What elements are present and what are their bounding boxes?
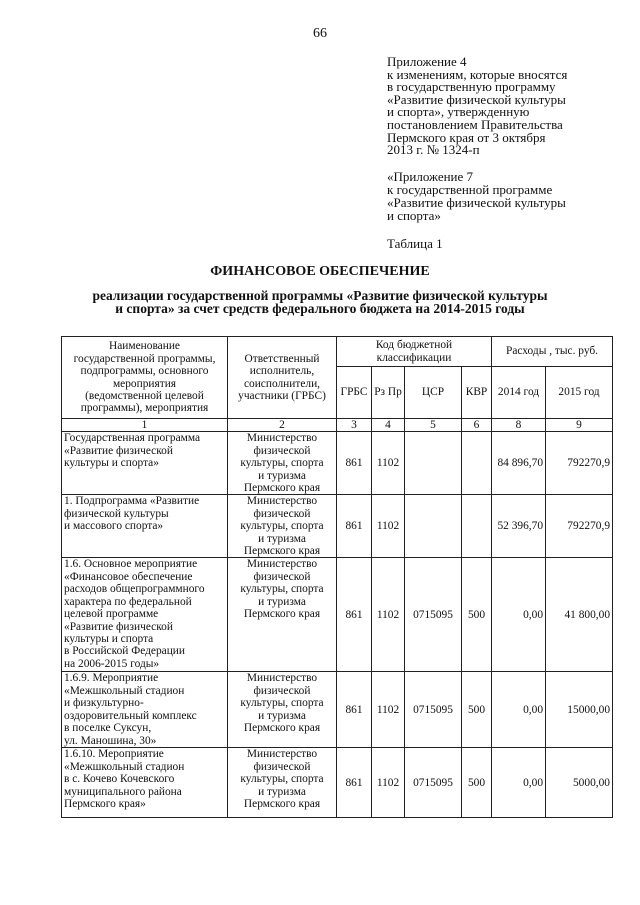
row-csr: 0715095 [405, 672, 462, 748]
annex-line: Пермского края от 3 октября [387, 129, 546, 145]
column-number: 3 [337, 419, 372, 432]
row-2014: 52 396,70 [492, 495, 546, 558]
annex-line: в государственную программу [387, 79, 556, 95]
column-number: 9 [546, 419, 613, 432]
row-executor: Министерство физической культуры, спорта и туризма Пермского края [228, 748, 337, 818]
column-number: 4 [372, 419, 405, 432]
row-kvr: 500 [462, 672, 492, 748]
column-number: 5 [405, 419, 462, 432]
row-csr: 0715095 [405, 748, 462, 818]
row-grbs: 861 [337, 748, 372, 818]
row-name: 1.6. Основное мероприятие «Финансовое обеспечение расходов общепрограммного характера по федеральной целевой программе «Развитие физической культуры и спорта в Российской Федерации на 2006-2015 годы» [62, 558, 228, 672]
row-grbs: 861 [337, 495, 372, 558]
row-kvr [462, 495, 492, 558]
row-executor: Министерство физической культуры, спорта и туризма Пермского края [228, 558, 337, 672]
document-title: ФИНАНСОВОЕ ОБЕСПЕЧЕНИЕ [210, 264, 430, 279]
row-csr [405, 432, 462, 495]
row-grbs: 861 [337, 432, 372, 495]
row-2014: 84 896,70 [492, 432, 546, 495]
annex-sub-line: «Приложение 7 [387, 169, 474, 184]
column-number-row [62, 419, 613, 432]
row-kvr: 500 [462, 558, 492, 672]
row-name: 1. Подпрограмма «Развитие физической культуры и массового спорта» [62, 495, 228, 558]
subtitle-line: и спорта» за счет средств федерального бюджета на 2014-2015 годы [115, 301, 525, 316]
header-expenses: Расходы , тыс. руб. [492, 337, 613, 367]
table-row [62, 672, 613, 748]
row-kvr [462, 432, 492, 495]
header-rzpr: Рз Пр [372, 367, 405, 419]
table-row [62, 432, 613, 495]
row-executor: Министерство физической культуры, спорта и туризма Пермского края [228, 672, 337, 748]
header-budget-code: Код бюджетной классификации [337, 337, 492, 367]
table-row [62, 748, 613, 818]
header-csr: ЦСР [405, 367, 462, 419]
annex-header [387, 56, 637, 157]
row-rzpr: 1102 [372, 672, 405, 748]
column-number: 6 [462, 419, 492, 432]
column-number: 8 [492, 419, 546, 432]
annex-line: и спорта», утвержденную [387, 104, 530, 120]
annex-sub-line: и спорта» [387, 208, 441, 223]
annex-line: постановлением Правительства [387, 116, 563, 132]
annex-sub [387, 170, 566, 222]
row-rzpr: 1102 [372, 432, 405, 495]
row-2015: 792270,9 [546, 432, 613, 495]
header-grbs: ГРБС [337, 367, 372, 419]
financing-table [61, 336, 613, 818]
row-2015: 41 800,00 [546, 558, 613, 672]
table-row [62, 495, 613, 558]
row-name: 1.6.9. Мероприятие «Межшкольный стадион и физкультурно- оздоровительный комплекс в поселке Суксун, ул. Маношина, 30» [62, 672, 228, 748]
row-kvr: 500 [462, 748, 492, 818]
header-2015: 2015 год [546, 367, 613, 419]
row-csr: 0715095 [405, 558, 462, 672]
row-grbs: 861 [337, 558, 372, 672]
row-rzpr: 1102 [372, 748, 405, 818]
row-2015: 792270,9 [546, 495, 613, 558]
annex-line: Приложение 4 [387, 54, 467, 69]
table-row [62, 558, 613, 672]
row-name: Государственная программа «Развитие физической культуры и спорта» [62, 432, 228, 495]
row-2014: 0,00 [492, 672, 546, 748]
table-label: Таблица 1 [387, 236, 443, 251]
annex-sub-line: «Развитие физической культуры [387, 195, 566, 210]
annex-line: 2013 г. № 1324-п [387, 142, 480, 158]
header-name: Наименование государственной программы, подпрограммы, основного мероприятия (ведомственной целевой программы), мероприятия [62, 337, 228, 419]
row-rzpr: 1102 [372, 558, 405, 672]
annex-sub-line: к государственной программе [387, 182, 553, 197]
header-executor: Ответственный исполнитель, соисполнители, участники (ГРБС) [228, 337, 337, 419]
row-grbs: 861 [337, 672, 372, 748]
annex-line: «Развитие физической культуры [387, 91, 566, 107]
row-2015: 5000,00 [546, 748, 613, 818]
header-2014: 2014 год [492, 367, 546, 419]
document-subtitle [0, 289, 640, 315]
row-executor: Министерство физической культуры, спорта и туризма Пермского края [228, 432, 337, 495]
row-2015: 15000,00 [546, 672, 613, 748]
row-name: 1.6.10. Мероприятие «Межшкольный стадион в с. Кочево Кочевского муниципального района Пермского края» [62, 748, 228, 818]
row-executor: Министерство физической культуры, спорта и туризма Пермского края [228, 495, 337, 558]
subtitle-line: реализации государственной программы «Развитие физической культуры [92, 288, 548, 303]
page-number: 66 [313, 26, 327, 41]
column-number: 2 [228, 419, 337, 432]
annex-line: к изменениям, которые вносятся [387, 66, 568, 82]
row-rzpr: 1102 [372, 495, 405, 558]
row-2014: 0,00 [492, 558, 546, 672]
row-csr [405, 495, 462, 558]
header-kvr: КВР [462, 367, 492, 419]
row-2014: 0,00 [492, 748, 546, 818]
column-number: 1 [62, 419, 228, 432]
